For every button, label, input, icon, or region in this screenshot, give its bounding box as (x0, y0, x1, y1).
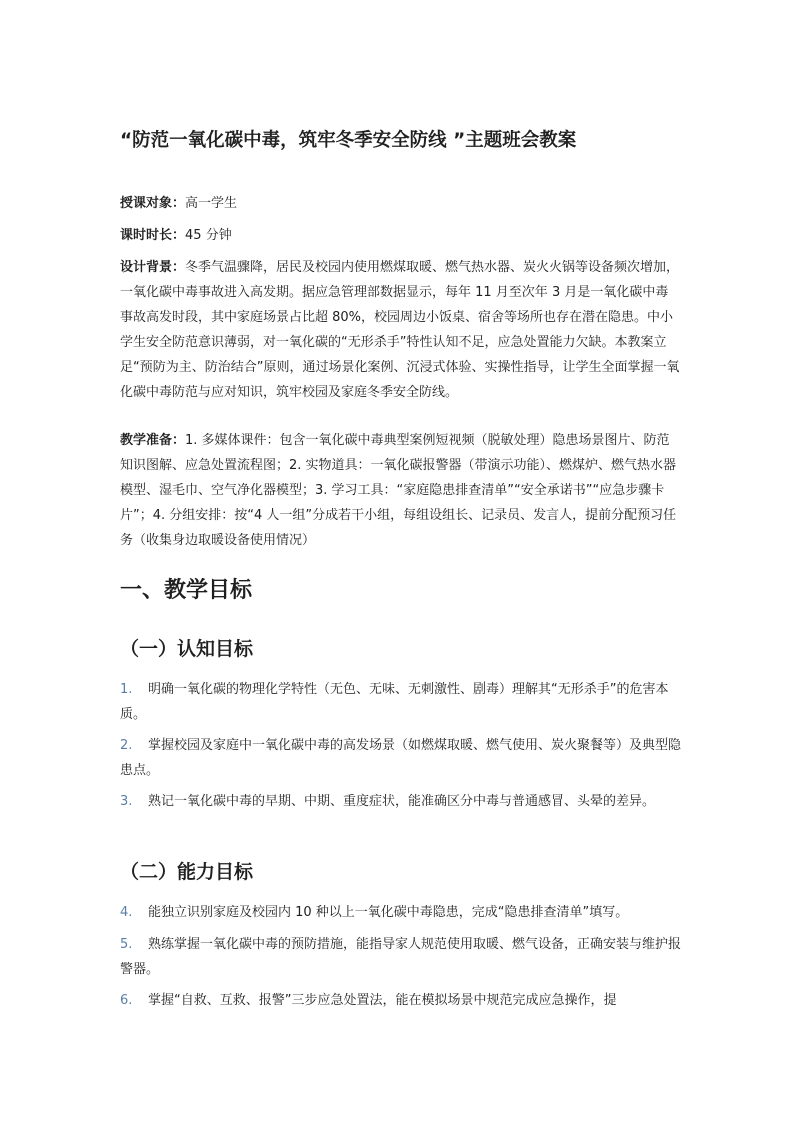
audience-value: 高一学生 (185, 196, 238, 211)
duration-line (120, 223, 680, 248)
subheading-ability-goals: （二）能力目标 (120, 861, 254, 883)
list-item-text: 熟练掌握一氧化碳中毒的预防措施，能指导家人规范使用取暖、燃气设备，正确安装与维护报警器。 (120, 937, 682, 977)
list-item-text: 能独立识别家庭及校园内 10 种以上一氧化碳中毒隐患，完成“隐患排查清单”填写。 (148, 905, 629, 920)
duration-value: 45 分钟 (185, 228, 232, 243)
subheading-cognitive-goals: （一）认知目标 (120, 638, 254, 660)
list-item-text: 明确一氧化碳的物理化学特性（无色、无味、无刺激性、剧毒）理解其“无形杀手”的危害本质。 (120, 682, 669, 722)
list-item-text: 熟记一氧化碳中毒的早期、中期、重度症状，能准确区分中毒与普通感冒、头晕的差异。 (148, 794, 656, 809)
list-item-text: 掌握“自救、互救、报警”三步应急处置法，能在模拟场景中规范完成应急操作，提 (148, 993, 617, 1008)
list-item-number: 5. (120, 937, 133, 952)
background-paragraph (120, 255, 680, 405)
list-item-text: 掌握校园及家庭中一氧化碳中毒的高发场景（如燃煤取暖、燃气使用、炭火聚餐等）及典型隐患点。 (120, 738, 682, 778)
list-item-number: 2. (120, 738, 133, 753)
list-item (120, 733, 685, 783)
document-title: “防范一氧化碳中毒，筑牢冬季安全防线 ”主题班会教案 (120, 130, 577, 151)
list-item (120, 789, 685, 814)
background-label: 设计背景： (120, 260, 186, 275)
list-item (120, 900, 685, 925)
list-item-number: 6. (120, 993, 133, 1008)
list-item (120, 677, 685, 727)
list-item-number: 4. (120, 905, 133, 920)
duration-label: 课时时长： (120, 228, 186, 243)
list-item (120, 932, 685, 982)
list-item-number: 1. (120, 682, 133, 697)
preparation-paragraph (120, 428, 680, 553)
list-item (120, 988, 685, 1013)
audience-line (120, 191, 680, 216)
audience-label: 授课对象： (120, 196, 186, 211)
section-heading-teaching-goals: 一、教学目标 (120, 578, 253, 603)
background-text: 冬季气温骤降，居民及校园内使用燃煤取暖、燃气热水器、炭火火锅等设备频次增加，一氧化碳中毒事故进入高发期。据应急管理部数据显示，每年 11 月至次年 3 月是一氧化碳中毒事故高发时段，其中家庭场景占比超 80%，校园周边小饭桌、宿舍等场所也存在潜在隐患。中小学生安全防范意识薄弱，对一氧化碳的“无形杀手”特性认知不足，应急处置能力欠缺。本教案立足“预防为主、防治结合”原则，通过场景化案例、沉浸式体验、实操性指导，让学生全面掌握一氧化碳中毒防范与应对知识，筑牢校园及家庭冬季安全防线。 (120, 260, 680, 400)
list-item-number: 3. (120, 794, 133, 809)
preparation-text: 1. 多媒体课件：包含一氧化碳中毒典型案例短视频（脱敏处理）隐患场景图片、防范知识图解、应急处置流程图；2. 实物道具：一氧化碳报警器（带演示功能）、燃煤炉、燃气热水器模型、湿毛巾、空气净化器模型；3. 学习工具：“家庭隐患排查清单”“安全承诺书”“应急步骤卡片”；4. 分组安排：按“4 人一组”分成若干小组，每组设组长、记录员、发言人，提前分配预习任务（收集身边取暖设备使用情况） (120, 433, 677, 548)
preparation-label: 教学准备： (120, 433, 186, 448)
